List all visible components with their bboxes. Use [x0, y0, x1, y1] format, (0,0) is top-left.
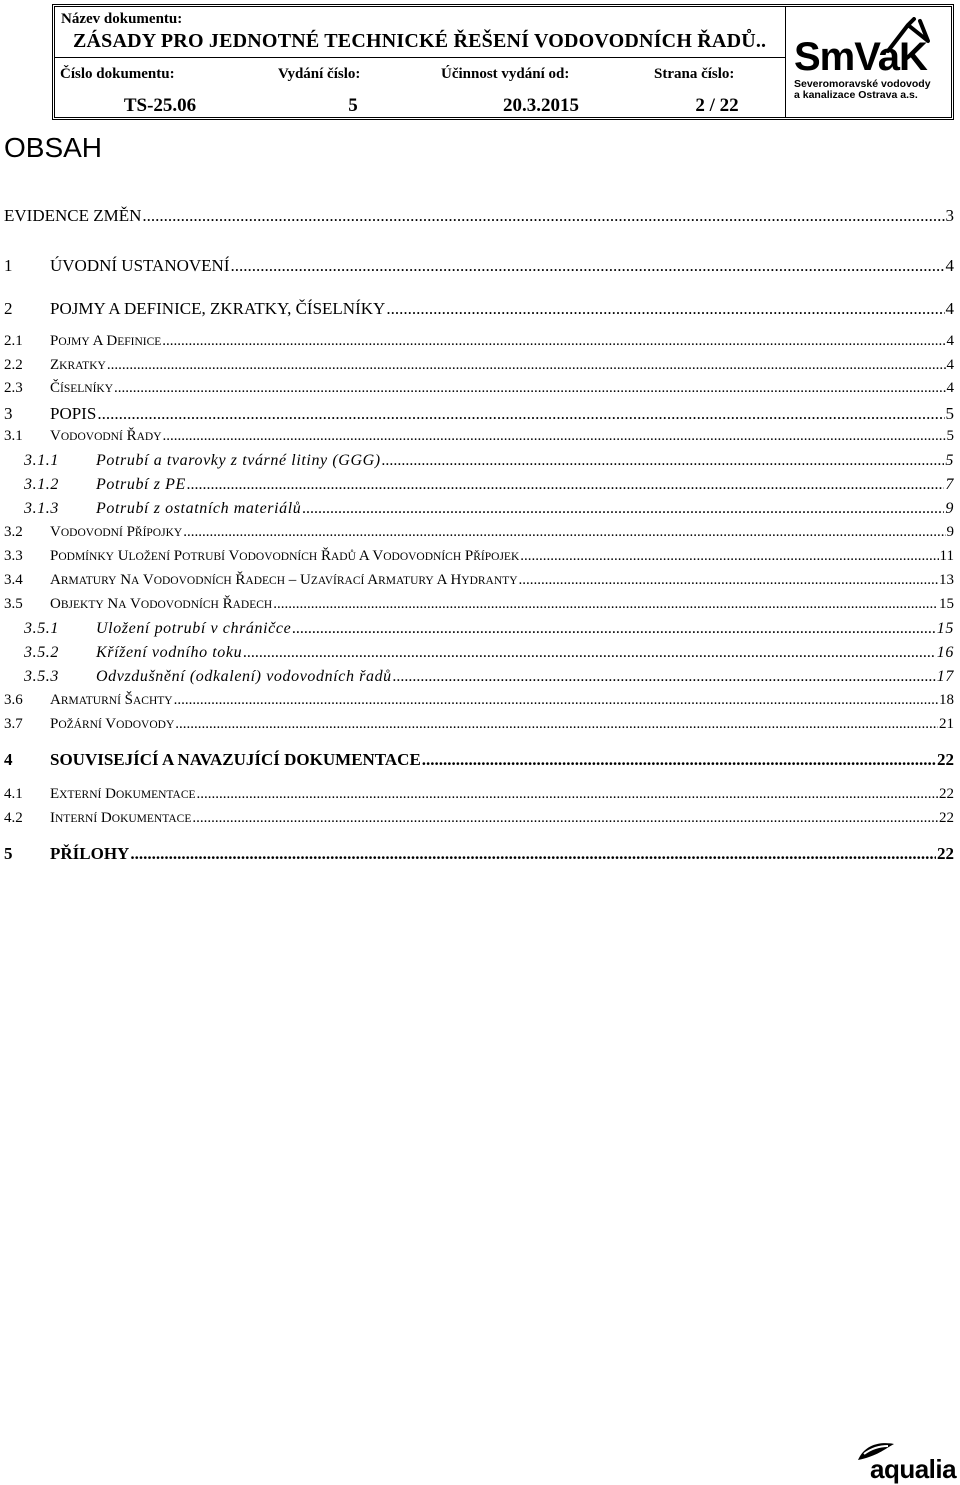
toc-entry-title: Uložení potrubí v chráničce	[96, 620, 292, 637]
smvak-logo	[786, 7, 951, 117]
toc-entry[interactable]	[4, 380, 954, 397]
page-number: 2 / 22	[695, 95, 739, 116]
doc-number-cell	[55, 59, 265, 117]
toc-entry[interactable]	[4, 786, 954, 803]
toc-entry[interactable]	[4, 572, 954, 589]
doc-name: ZÁSADY PRO JEDNOTNÉ TECHNICKÉ ŘEŠENÍ VODOVODNÍCH ŘADŮ..	[73, 30, 767, 52]
toc-entry-title: VODOVODNÍ PŘÍPOJKY	[50, 524, 183, 540]
toc-entry-number: 4.2	[4, 810, 23, 826]
toc-leader-dots	[163, 428, 946, 445]
toc-entry[interactable]	[4, 404, 954, 424]
toc-entry-title: Potrubí z ostatních materiálů	[96, 500, 302, 517]
toc-leader-dots	[192, 810, 938, 827]
doc-name-cell	[55, 7, 785, 58]
toc-entry-title: ČÍSELNÍKY	[50, 380, 114, 396]
toc-entry-number: 3.1.1	[24, 452, 59, 469]
document-header	[52, 4, 954, 120]
toc-entry-page: 22	[937, 844, 954, 863]
toc-leader-dots	[273, 596, 938, 613]
toc-leader-dots	[302, 500, 944, 518]
toc-entry-number: 3.7	[4, 716, 23, 732]
toc-entry-number: 3.1.2	[24, 476, 59, 493]
toc-entry-number: 3	[4, 404, 13, 423]
smvak-wordmark: SmVaK	[794, 35, 927, 79]
effective-cell	[436, 59, 646, 117]
toc-leader-dots	[243, 644, 936, 662]
toc-entry-number: 4	[4, 750, 13, 769]
effective-label: Účinnost vydání od:	[441, 66, 570, 82]
toc-entry-page: 18	[939, 692, 954, 708]
toc-entry[interactable]	[24, 500, 954, 518]
toc-entry-page: 5	[945, 452, 954, 469]
toc-entry-title: Křížení vodního toku	[96, 644, 243, 661]
toc-entry-page: 4	[946, 357, 954, 373]
smvak-sub-line-2: a kanalizace Ostrava a.s.	[794, 89, 918, 101]
toc-entry[interactable]	[24, 620, 954, 638]
toc-entry[interactable]	[4, 299, 954, 319]
doc-number-label: Číslo dokumentu:	[60, 66, 175, 82]
toc-leader-dots	[230, 256, 944, 276]
toc-entry[interactable]	[4, 692, 954, 709]
toc-entry-page: 9	[946, 524, 954, 540]
toc-entry-number: 3.4	[4, 572, 23, 588]
toc-entry-number: 3.3	[4, 548, 23, 564]
header-info	[55, 7, 786, 117]
toc-leader-dots	[107, 357, 946, 374]
toc-entry[interactable]	[4, 206, 954, 226]
aqualia-wordmark: aqualia	[870, 1454, 957, 1484]
toc-entry-title: PODMÍNKY ULOŽENÍ POTRUBÍ VODOVODNÍCH ŘADŮ A VODOVODNÍCH PŘÍPOJEK	[50, 548, 520, 564]
toc-entry-page: 13	[939, 572, 954, 588]
toc-entry-title: EVIDENCE ZMĚN	[4, 206, 142, 225]
toc-entry-page: 5	[945, 404, 954, 423]
toc-entry-number: 3.6	[4, 692, 23, 708]
toc-entry-number: 2.1	[4, 333, 23, 349]
toc-entry-title: Potrubí z PE	[96, 476, 186, 493]
toc-leader-dots	[142, 206, 944, 226]
toc-entry-page: 4	[945, 299, 954, 318]
toc-leader-dots	[162, 333, 945, 350]
toc-entry-title: ARMATURNÍ ŠACHTY	[50, 692, 173, 708]
toc-entry-number: 3.1	[4, 428, 23, 444]
toc-entry-title: ZKRATKY	[50, 357, 106, 373]
toc-leader-dots	[292, 620, 936, 638]
toc-entry[interactable]	[24, 644, 954, 662]
toc-entry-title: POŽÁRNÍ VODOVODY	[50, 716, 175, 732]
toc-entry-number: 2.3	[4, 380, 23, 396]
toc-entry-number: 3.5	[4, 596, 23, 612]
toc-entry[interactable]	[4, 716, 954, 733]
toc-entry[interactable]	[4, 256, 954, 276]
toc-entry-page: 3	[945, 206, 954, 225]
toc-entry[interactable]	[4, 333, 954, 350]
toc-entry-number: 2	[4, 299, 13, 318]
toc-entry-page: 9	[945, 500, 954, 517]
toc-leader-dots	[174, 692, 938, 709]
toc-entry-page: 4	[946, 380, 954, 396]
toc-entry[interactable]	[4, 750, 954, 770]
toc-leader-dots	[519, 572, 938, 589]
page-title: OBSAH	[4, 132, 103, 163]
toc-entry[interactable]	[4, 596, 954, 613]
toc-entry-page: 15	[939, 596, 954, 612]
toc-entry-page: 21	[939, 716, 954, 732]
doc-name-label: Název dokumentu:	[61, 11, 183, 27]
effective-date: 20.3.2015	[503, 95, 579, 116]
toc-entry-title: POJMY A DEFINICE	[50, 333, 162, 349]
toc-leader-dots	[422, 750, 936, 770]
toc-entry-number: 3.1.3	[24, 500, 59, 517]
smvak-company-name	[794, 79, 931, 101]
toc-entry-title: PŘÍLOHY	[50, 844, 130, 863]
toc-entry-number: 3.5.3	[24, 668, 59, 685]
issue-number: 5	[348, 95, 358, 116]
toc-leader-dots	[382, 452, 945, 470]
toc-leader-dots	[520, 548, 938, 565]
page-cell	[649, 59, 785, 117]
doc-number: TS-25.06	[123, 95, 197, 116]
toc-entry-title: OBJEKTY NA VODOVODNÍCH ŘADECH	[50, 596, 273, 612]
toc-entry-number: 4.1	[4, 786, 23, 802]
page-label: Strana číslo:	[654, 66, 735, 82]
toc-entry-title: POPIS	[50, 404, 97, 423]
toc-entry-title: ÚVODNÍ USTANOVENÍ	[50, 256, 230, 275]
issue-label: Vydání číslo:	[278, 66, 361, 82]
toc-entry[interactable]	[4, 524, 954, 541]
toc-entry-title: INTERNÍ DOKUMENTACE	[50, 810, 192, 826]
toc-entry[interactable]	[4, 428, 954, 445]
toc-entry-page: 22	[937, 750, 954, 769]
smvak-sub-line-1: Severomoravské vodovody	[794, 78, 931, 90]
toc-entry-page: 4	[945, 256, 954, 275]
toc-entry-number: 3.2	[4, 524, 23, 540]
toc-entry-page: 16	[936, 644, 954, 661]
toc-entry[interactable]	[4, 844, 954, 864]
toc-entry-page: 7	[945, 476, 954, 493]
toc-entry-number: 3.5.1	[24, 620, 59, 637]
toc-entry[interactable]	[24, 476, 954, 494]
toc-entry-page: 5	[946, 428, 954, 444]
toc-entry-page: 11	[939, 548, 954, 564]
toc-entry-title: EXTERNÍ DOKUMENTACE	[50, 786, 196, 802]
toc-entry[interactable]	[24, 452, 954, 470]
toc-leader-dots	[183, 524, 945, 541]
toc-leader-dots	[197, 786, 938, 803]
toc-entry-title: VODOVODNÍ ŘADY	[50, 428, 162, 444]
toc-entry-page: 22	[939, 786, 954, 802]
toc-entry[interactable]	[4, 810, 954, 827]
toc-entry-title: Potrubí a tvarovky z tvárné litiny (GGG)	[96, 452, 381, 469]
toc-entry-number: 2.2	[4, 357, 23, 373]
toc-entry-title: POJMY A DEFINICE, ZKRATKY, ČÍSELNÍKY	[50, 299, 386, 318]
toc-entry-number: 5	[4, 844, 13, 863]
toc-entry-number: 1	[4, 256, 13, 275]
toc-entry[interactable]	[4, 548, 954, 565]
toc-leader-dots	[130, 844, 936, 864]
toc-entry[interactable]	[4, 357, 954, 374]
toc-leader-dots	[97, 404, 944, 424]
toc-leader-dots	[175, 716, 938, 733]
toc-entry[interactable]	[24, 668, 954, 686]
issue-cell	[273, 59, 433, 117]
toc-leader-dots	[393, 668, 936, 686]
toc-entry-number: 3.5.2	[24, 644, 59, 661]
toc-entry-page: 22	[939, 810, 954, 826]
toc-leader-dots	[386, 299, 944, 319]
toc-entry-page: 17	[936, 668, 954, 685]
toc-leader-dots	[114, 380, 945, 397]
toc-entry-title: Odvzdušnění (odkalení) vodovodních řadů	[96, 668, 392, 685]
toc-entry-page: 15	[936, 620, 954, 637]
toc-entry-title: SOUVISEJÍCÍ A NAVAZUJÍCÍ DOKUMENTACE	[50, 750, 421, 769]
toc-leader-dots	[187, 476, 945, 494]
toc-entry-page: 4	[946, 333, 954, 349]
toc-entry-title: ARMATURY NA VODOVODNÍCH ŘADECH – UZAVÍRACÍ ARMATURY A HYDRANTY	[50, 572, 518, 588]
aqualia-logo	[852, 1440, 957, 1484]
